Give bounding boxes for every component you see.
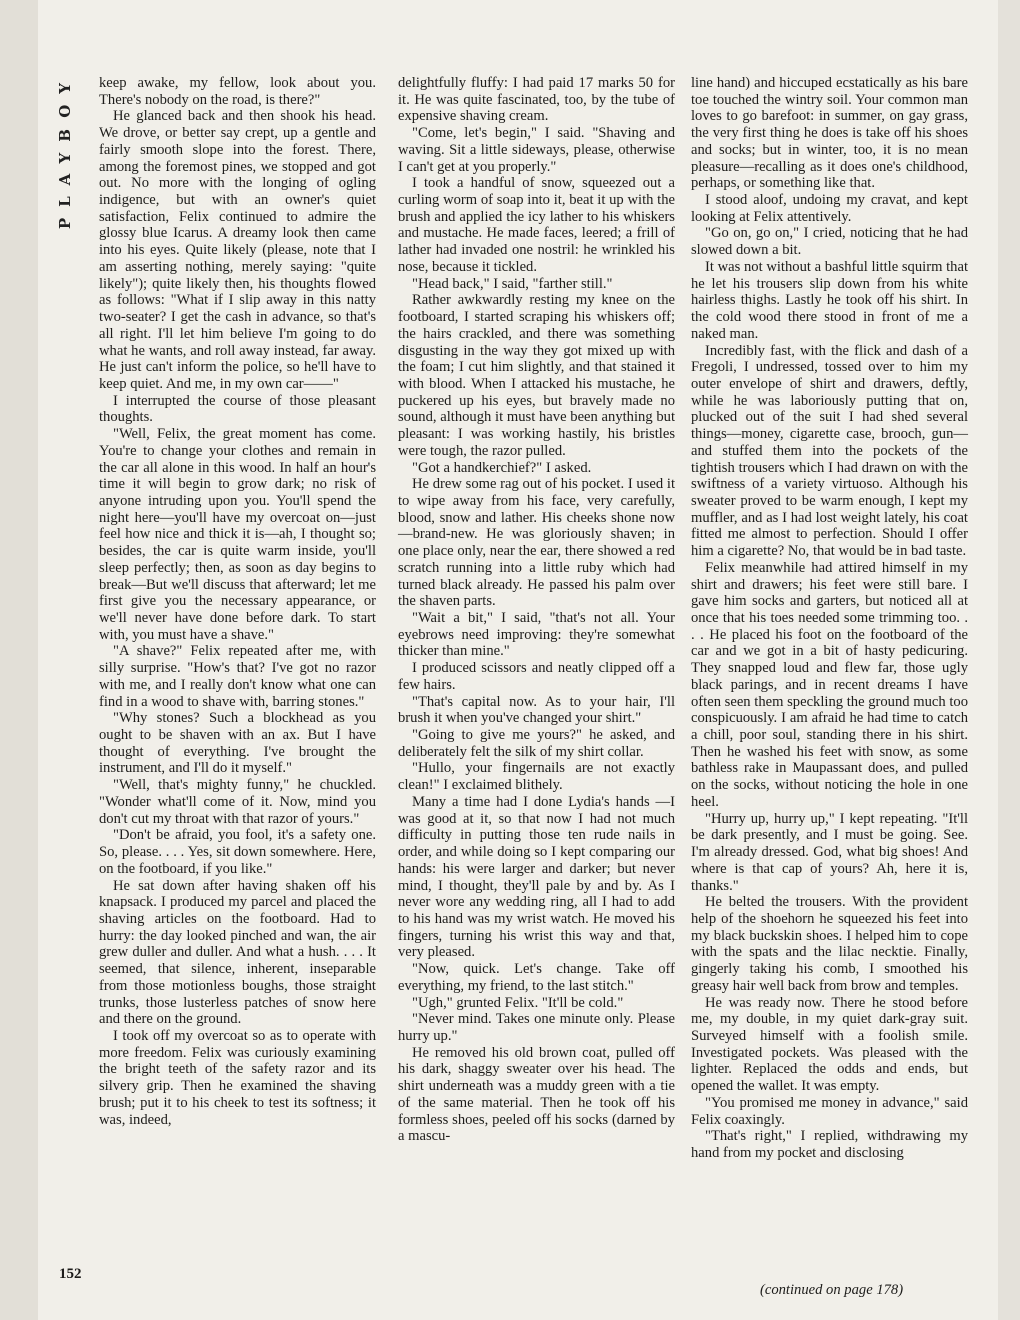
text-column-3 [691,75,968,1162]
paragraph: I interrupted the course of those pleasant thoughts. [99,392,376,426]
text-column-1 [99,75,376,1128]
paragraph: I took off my overcoat so as to operate with more freedom. Felix was curiously examining the bright teeth of the safety razor and its silvery grip. Then he examined the shaving brush; put it to his cheek to test its softness; it was, indeed, [99,1027,376,1128]
paragraph: "That's capital now. As to your hair, I'll brush it when you've changed your shirt." [398,693,675,727]
paragraph: Many a time had I done Lydia's hands —I was good at it, so that now I had not much difficulty in putting those ten rude nails in order, and while doing so I kept comparing our hands: his were larger and darker; but never mind, I thought, they'll pale by and by. As I never wore any wedding ring, all I had to add to his hand was my wrist watch. He moved his fingers, turning his wrist this way and that, very pleased. [398,793,675,961]
paragraph: "Head back," I said, "farther still." [412,275,613,292]
paragraph: delightfully fluffy: I had paid 17 marks 50 for it. He was quite fascinated, too, by the tube of expensive shaving cream. [398,75,675,125]
paragraph: I produced scissors and neatly clipped off a few hairs. [398,660,675,693]
text-column-2 [398,75,675,1145]
paragraph: keep awake, my fellow, look about you. There's nobody on the road, is there?" [99,75,376,108]
paragraph: I took a handful of snow, squeezed out a curling worm of soap into it, beat it up with the brush and applied the icy lather to his whiskers and mustache. He made faces, leered; a frill of lather had invaded one nostril: he wrinkled his nose, because it tickled. [398,175,675,275]
paragraph: Incredibly fast, with the flick and dash of a Fregoli, I undressed, tossed over to him my outer envelope of shirt and drawers, deftly, while he was laboriously putting that on, plucked out of the suit I had shed several things—money, cigarette case, brooch, gun—and stuffed them into the pockets of the tightish trousers which I had drawn on with the swiftness of a variety virtuoso. Although his sweater proved to be warm enough, I kept my muffler, and as I had lost weight lately, his coat fitted me almost to perfection. Should I offer him a cigarette? No, that would be in bad taste. [691,342,968,560]
paragraph: "Going to give me yours?" he asked, and deliberately felt the silk of my shirt collar. [398,727,675,760]
paragraph: "Ugh," grunted Felix. "It'll be cold." [412,994,624,1011]
paragraph: "Come, let's begin," I said. "Shaving and waving. Sit a little sideways, please, otherwise I can't get at you properly." [398,125,675,175]
paragraph: "Well, Felix, the great moment has come. You're to change your clothes and remain in the car all alone in this wood. In half an hour's time it will begin to grow dark; no risk of anyone intruding upon you. You'll spend the night here—you'll have my overcoat on—just feel how nice and thick it is—ah, I thought so; besides, the car is quite warm inside, you'll sleep perfectly; then, as soon as day begins to break—But we'll discuss that afterward; let me first give you the necessary appearance, or we'll never have done before dark. To start with, you must have a shave." [99,426,376,643]
paragraph: He sat down after having shaken off his knapsack. I produced my parcel and placed the shaving articles on the footboard. Had to hurry: the day looked pinched and wan, the air grew duller and duller. And what a hush. . . . It seemed, that silence, inherent, inseparable from those motionless boughs, those straight trunks, those lusterless patches of snow here and there on the ground. [99,877,376,1028]
paragraph: "Go on, go on," I cried, noticing that he had slowed down a bit. [691,225,968,259]
paragraph: "Why stones? Such a blockhead as you ought to be shaven with an ax. But I have thought of everything. I've brought the instrument, and I'll do it myself." [99,710,376,777]
paragraph: He drew some rag out of his pocket. I used it to wipe away from his face, very carefully, blood, snow and lather. His cheeks shone now—brand-new. He was gloriously shaven; in one place only, near the ear, there showed a red scratch running into a little ruby which had turned black already. He passed his palm over the shaven parts. [398,476,675,610]
paragraph: "Well, that's mighty funny," he chuckled. "Wonder what'll come of it. Now, mind you don't cut my throat with that razor of yours." [99,777,376,827]
paragraph: "A shave?" Felix repeated after me, with silly surprise. "How's that? I've got no razor with me, and I really don't know what one can find in a wood to shave with, barring stones." [99,643,376,710]
continued-note: (continued on page 178) [760,1282,904,1298]
paragraph: "That's right," I replied, withdrawing my hand from my pocket and disclosing [691,1128,968,1161]
scan-margin-left [0,0,38,1320]
paragraph: He belted the trousers. With the provident help of the shoehorn he squeezed his feet into my black buckskin shoes. I helped him to cope with the spats and the lilac necktie. Finally, gingerly taking his comb, I smoothed his greasy hair well back from brow and temples. [691,894,968,994]
paragraph: It was not without a bashful little squirm that he let his trousers slip down from his white hairless thighs. Lastly he took off his shirt. In the cold wood there stood in front of me a naked man. [691,258,968,342]
paragraph: "Now, quick. Let's change. Take off everything, my friend, to the last stitch." [398,961,675,994]
paragraph: He glanced back and then shook his head. We drove, or better say crept, up a gentle and fairly smooth slope into the forest. There, among the foremost pines, we stopped and got out. No more with the longing of ogling indigence, but with an owner's quiet satisfaction, Felix continued to admire the glossy blue Icarus. A dreamy look then came into his eyes. Quite likely (please, note that I am asserting nothing, merely saying: "quite likely"); quite likely then, his thoughts flowed as follows: "What if I slip away in this natty two-seater? I get the cash in advance, so that's all right. I'll let him believe I'm going to do what he wants, and roll away instead, far away. He just can't inform the police, so he'll have to keep quiet. And me, in my own car——" [99,108,376,392]
paragraph: I stood aloof, undoing my cravat, and kept looking at Felix attentively. [691,192,968,225]
paragraph: line hand) and hiccuped ecstatically as his bare toe touched the wintry soil. Your common man loves to go barefoot: in summer, on gay grass, the very first thing he does is take off his shoes and socks; but in winter, too, it is no mean pleasure—recalling as it does one's childhood, perhaps, or something like that. [691,75,968,192]
paragraph: He removed his old brown coat, pulled off his dark, shaggy sweater over his head. The shirt underneath was a muddy green with a tie of the same material. Then he took off his formless shoes, peeled off his socks (darned by a mascu- [398,1044,675,1145]
scan-margin-right [998,0,1020,1320]
paragraph: "Wait a bit," I said, "that's not all. Your eyebrows need improving: they're somewhat thicker than mine." [398,610,675,660]
paragraph: He was ready now. There he stood before me, my double, in my quiet dark-gray suit. Surveyed himself with a foolish smile. Investigated pockets. Was pleased with the lighter. Replaced the odds and ends, but opened the wallet. It was empty. [691,994,968,1095]
paragraph: "Got a handkerchief?" I asked. [412,459,592,476]
paragraph: "Hullo, your fingernails are not exactly clean!" I exclaimed blithely. [398,760,675,794]
paragraph: Rather awkwardly resting my knee on the footboard, I started scraping his whiskers off; the hairs crackled, and there was something disgusting in the way they got mixed up with the foam; I cut him slightly, and that stained it with blood. When I attacked his mustache, he puckered up his eyes, but bravely made no sound, although it must have been anything but pleasant: I was working hastily, his bristles were tough, the razor pulled. [398,292,675,459]
magazine-name: PLAYBOY [56,72,74,230]
paragraph: "You promised me money in advance," said Felix coaxingly. [691,1094,968,1128]
paragraph: "Don't be afraid, you fool, it's a safety one. So, please. . . . Yes, sit down somewhere. Here, on the footboard, if you like." [99,827,376,877]
paragraph: "Hurry up, hurry up," I kept repeating. "It'll be dark presently, and I must be going. See. I'm already dressed. God, what big shoes! And where is that cap of yours? Ah, here it is, thanks." [691,810,968,894]
paragraph: Felix meanwhile had attired himself in my shirt and drawers; his feet were still bare. I gave him socks and garters, but noticed all at once that his toes needed some trimming too. . . . He placed his foot on the footboard of the car and we got in a bit of hasty pedicuring. They snapped loud and flew far, those ugly black parings, and in recent dreams I have often seen them speckling the ground much too conspicuously. I am afraid he had time to catch a chill, poor soul, standing there in his shirt. Then he washed his feet with snow, as some bathless rake in Maupassant does, and pulled on the socks, without noticing the hole in one heel. [691,559,968,810]
paragraph: "Never mind. Takes one minute only. Please hurry up." [398,1011,675,1044]
page-number: 152 [59,1266,82,1282]
